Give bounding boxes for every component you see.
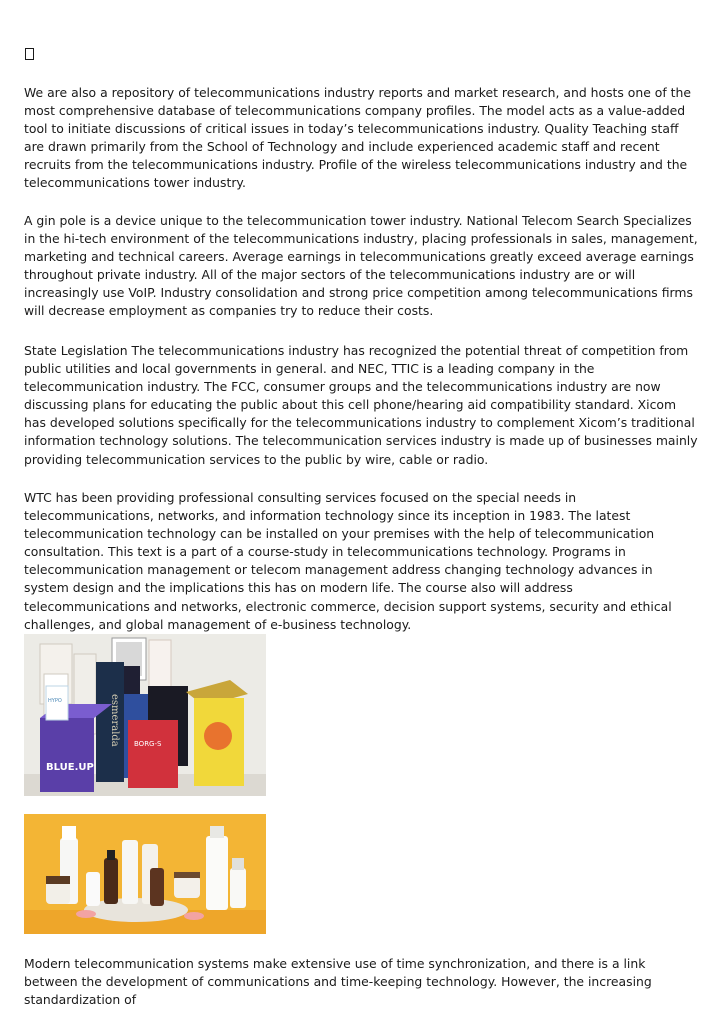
paragraph-1: We are also a repository of telecommunications industry reports and market research, and hosts one of the most comprehensive database of telecommunications company profiles. The model acts as a value-added tool to initiate discussions of critical issues in today’s telecommunications industry. Quality Teaching staff are drawn primarily from the School of Technology and include experienced academic staff and recent recruits from the telecommunications industry. Profile of the wireless telecommunications industry and the telecommunications tower industry. [24, 85, 692, 191]
paragraph-3: State Legislation The telecommunications industry has recognized the potential threat of competition from public utilities and local governments in general. and NEC, TTIC is a leading company in the telecommunication industry. The FCC, consumer groups and the telecommunications industry are now discussing plans for educating the public about this cell phone/hearing aid compatibility standard. Xicom has developed solutions specifically for the telecommunications industry to complement Xicom’s traditional information technology solutions. The telecommunication services industry is made up of businesses mainly providing telecommunication services to the public by wire, cable or radio. [24, 343, 698, 467]
cosmetic-bottles-photo [24, 814, 266, 934]
paragraph-5: Modern telecommunication systems make extensive use of time synchronization, and there is a link between the development of communications and time-keeping technology. However, the increasing standardization of [24, 956, 652, 1008]
box-label-hypo: HYPO [48, 698, 62, 704]
paragraph-2: A gin pole is a device unique to the telecommunication tower industry. National Telecom Search Specializes in the hi-tech environment of the telecommunications industry, placing professionals in sales, management, marketing and technical careers. Average earnings in telecommunications greatly exceed average earnings throughout private industry. All of the major sectors of the telecommunications industry are or will increasingly use VoIP. Industry consolidation and strong price competition among telecommunications firms will decrease employment as companies try to reduce their costs. [24, 213, 698, 319]
box-label-blue-up: BLUE.UP [46, 762, 94, 773]
box-label-esmeralda: esmeralda [109, 694, 120, 747]
box-label-borg: BORG-S [134, 740, 162, 748]
missing-glyph-icon [25, 48, 34, 60]
packaging-boxes-photo [24, 634, 266, 796]
paragraph-4: WTC has been providing professional consulting services focused on the special needs in telecommunications, networks, and information technology since its inception in 1983. The latest telecommunication technology can be installed on your premises with the help of telecommunication consultation. This text is a part of a course-study in telecommunications technology. Programs in telecommunication management or telecom management address changing technology advances in system design and the implications this has on modern life. The course also will address telecommunications and networks, electronic commerce, decision support systems, security and ethical challenges, and global management of e-business technology. [24, 490, 672, 632]
